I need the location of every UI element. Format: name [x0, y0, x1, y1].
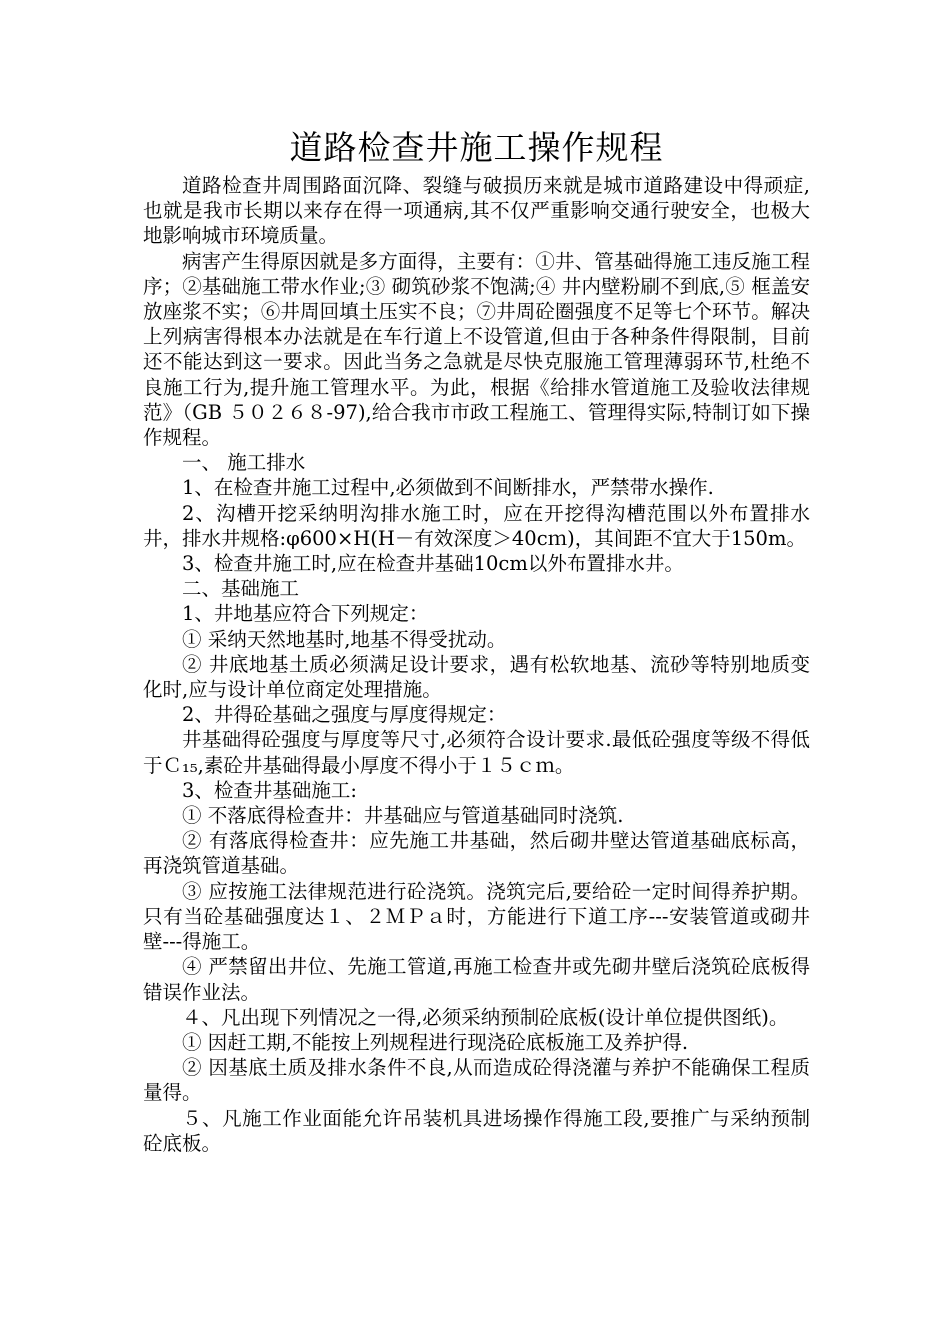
paragraph-drainage-2: 2、沟槽开挖采纳明沟排水施工时，应在开挖得沟槽范围以外布置排水井，排水井规格:φ600×H(H－有效深度＞40cｍ)，其间距不宜大于150m。 — [143, 501, 810, 550]
document-body — [143, 173, 810, 1156]
paragraph-strength-requirement: 井基础得砼强度与厚度等尺寸,必须符合设计要求.最低砼强度等级不得低于Ｃ₁₅,素砼井基础得最小厚度不得小于１５ｃｍ。 — [143, 728, 810, 777]
document-title: 道路检查井施工操作规程 — [289, 128, 664, 167]
document-page — [143, 123, 810, 1156]
paragraph-causes: 病害产生得原因就是多方面得，主要有：①井、管基础得施工违反施工程序；②基础施工带水作业;③ 砌筑砂浆不饱满;④ 井内壁粉刷不到底,⑤ 框盖安放座浆不实；⑥井周回填土压实不良；⑦井周砼圈强度不足等七个环节。解决上列病害得根本办法就是在车行道上不设管道,但由于各种条件得限制，目前还不能达到这一要求。因此当务之急就是尽快克服施工管理薄弱环节,杜绝不良施工行为,提升施工管理水平。为此，根据《给排水管道施工及验收法律规范》（GB ５０２６８-97),给合我市市政工程施工、管理得实际,特制订如下操作规程。 — [143, 249, 810, 450]
paragraph-foundation-4: ４、凡出现下列情况之一得,必须采纳预制砼底板(设计单位提供图纸)。 — [182, 1005, 789, 1029]
paragraph-foundation-5: ５、凡施工作业面能允许吊装机具进场操作得施工段,要推广与采纳预制砼底板。 — [143, 1106, 810, 1155]
paragraph-drainage-1: 1、在检查井施工过程中,必须做到不间断排水，严禁带水操作. — [182, 476, 714, 500]
list-item-with-sump: ② 有落底得检查井：应先施工井基础，然后砌井壁达管道基础底标高，再浇筑管道基础。 — [143, 829, 810, 878]
list-item-prohibited: ④ 严禁留出井位、先施工管道,再施工检查井或先砌井壁后浇筑砼底板得错误作业法。 — [143, 955, 810, 1004]
paragraph-foundation-1: 1、井地基应符合下列规定： — [182, 602, 429, 626]
list-item-soil-drainage: ② 因基底土质及排水条件不良,从而造成砼得浇灌与养护不能确保工程质量得。 — [143, 1056, 810, 1105]
paragraph-intro: 道路检查井周围路面沉降、裂缝与破损历来就是城市道路建设中得顽症,也就是我市长期以来存在得一项通病,其不仅严重影响交通行驶安全，也极大地影响城市环境质量。 — [143, 174, 810, 248]
paragraph-foundation-2: 2、井得砼基础之强度与厚度得规定： — [182, 703, 507, 727]
list-item-curing: ③ 应按施工法律规范进行砼浇筑。浇筑完后,要给砼一定时间得养护期。只有当砼基础强度达１、２ＭＰａ时，方能进行下道工序---安装管道或砌井壁---得施工。 — [143, 879, 810, 954]
paragraph-foundation-3: 3、检查井基础施工: — [182, 778, 357, 802]
paragraph-drainage-3: 3、检查井施工时,应在检查井基础10cm以外布置排水井。 — [182, 552, 684, 576]
section-heading-drainage: 一、 施工排水 — [182, 451, 306, 475]
list-item-soil-requirement: ② 井底地基土质必须满足设计要求，遇有松软地基、流砂等特别地质变化时,应与设计单位商定处理措施。 — [143, 652, 810, 702]
list-item-natural-foundation: ① 采纳天然地基时,地基不得受扰动。 — [182, 627, 507, 651]
section-heading-foundation: 二、基础施工 — [182, 577, 300, 601]
list-item-schedule: ① 因赶工期,不能按上列规程进行现浇砼底板施工及养护得. — [182, 1030, 689, 1054]
list-item-no-sump: ① 不落底得检查井：井基础应与管道基础同时浇筑. — [182, 804, 624, 828]
